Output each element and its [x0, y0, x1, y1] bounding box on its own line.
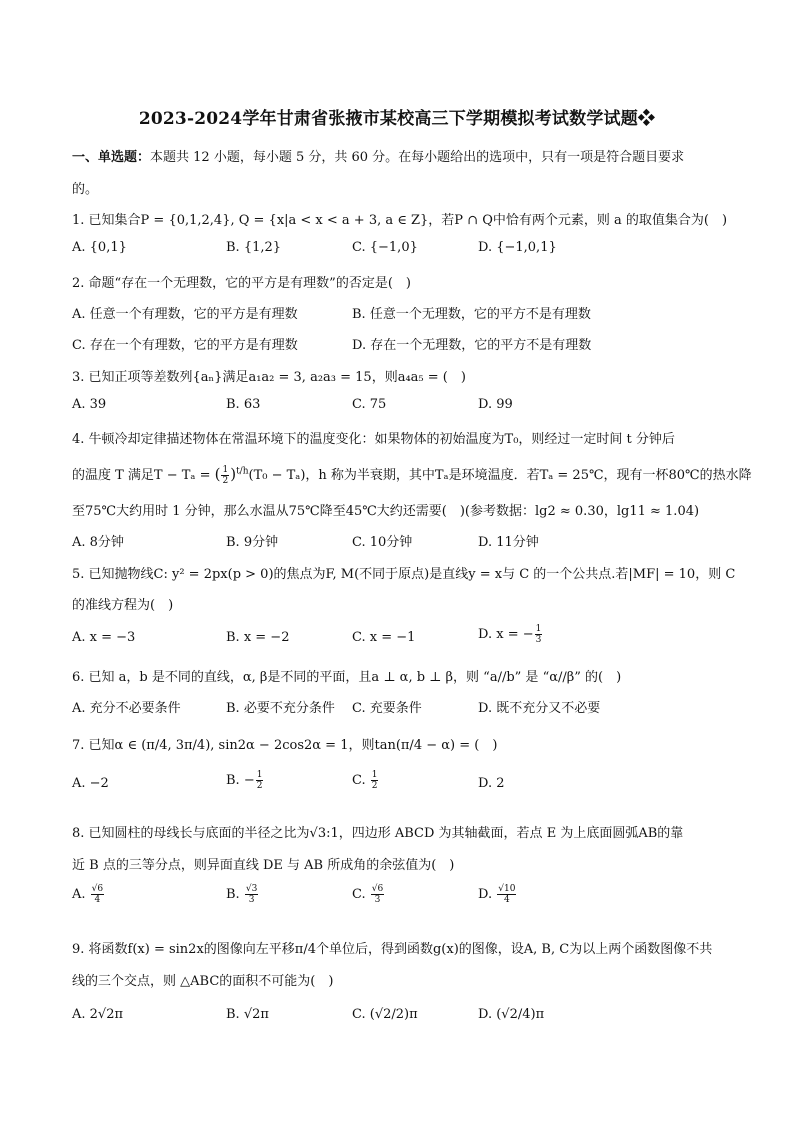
- q3-option-d[interactable]: D. 99: [478, 397, 513, 412]
- q7-option-c[interactable]: C. $\frac{1}{2}$: [352, 770, 378, 791]
- q7-option-a[interactable]: A. −2: [72, 776, 109, 791]
- section-label: 一、单选题：: [72, 150, 151, 165]
- q2-option-b[interactable]: B. 任意一个无理数，它的平方不是有理数: [352, 307, 591, 322]
- question-6: 6. 已知 a，b 是不同的直线，α, β是不同的平面，且a ⊥ α, b ⊥ β，则 “a//b” 是 “α//β” 的( ): [72, 670, 622, 685]
- question-7: 7. 已知α ∈ (π/4, 3π/4), sin2α − 2cos2α = 1，则tan(π/4 − α) = ( ): [72, 738, 498, 753]
- q4-option-b[interactable]: B. 9分钟: [226, 535, 279, 550]
- q7-option-d[interactable]: D. 2: [478, 776, 505, 791]
- question-4-line1: 4. 牛顿冷却定律描述物体在常温环境下的温度变化：如果物体的初始温度为T₀，则经过一定时间 t 分钟后: [72, 432, 675, 447]
- q2-option-d[interactable]: D. 存在一个无理数，它的平方不是有理数: [352, 338, 592, 353]
- q6-option-d[interactable]: D. 既不充分又不必要: [478, 701, 601, 716]
- q5-option-a[interactable]: A. x = −3: [72, 630, 136, 645]
- page-title: 2023-2024学年甘肃省张掖市某校高三下学期模拟考试数学试题❖: [138, 109, 656, 129]
- q7-option-b[interactable]: B. − $\frac{1}{2}$: [226, 770, 263, 791]
- q2-option-c[interactable]: C. 存在一个有理数，它的平方是有理数: [72, 338, 298, 353]
- section-header: [72, 146, 684, 165]
- q6-option-b[interactable]: B. 必要不充分条件: [226, 701, 335, 716]
- q8-option-a[interactable]: A. $\frac{√6}{4}$: [72, 884, 104, 905]
- q4-half-fraction: $\frac{1}{2}$: [222, 465, 229, 486]
- q4-formula-end: (T₀ − Tₐ)，h 称为半衰期，其中Tₐ是环境温度．若Tₐ = 25℃，现有一杯80℃的热水降: [248, 468, 752, 483]
- q2-option-a[interactable]: A. 任意一个有理数，它的平方是有理数: [72, 307, 298, 322]
- q4-formula-start: 的温度 T 满足T − Tₐ =: [72, 468, 215, 483]
- q5-option-d[interactable]: D. x = − $\frac{1}{3}$: [478, 624, 542, 645]
- section-desc: 本题共 12 小题，每小题 5 分，共 60 分。在每小题给出的选项中，只有一项是符合题目要求: [150, 150, 685, 165]
- q8-option-d[interactable]: D. $\frac{√10}{4}$: [478, 884, 516, 905]
- q3-option-c[interactable]: C. 75: [352, 397, 387, 412]
- q6-option-a[interactable]: A. 充分不必要条件: [72, 701, 181, 716]
- q8-option-c[interactable]: C. $\frac{√6}{3}$: [352, 884, 384, 905]
- q5-option-c[interactable]: C. x = −1: [352, 630, 416, 645]
- q6-option-c[interactable]: C. 充要条件: [352, 701, 422, 716]
- question-5-line2: 的准线方程为( ): [72, 598, 174, 613]
- q4-exponent: t/h: [236, 466, 249, 477]
- q3-option-b[interactable]: B. 63: [226, 397, 261, 412]
- q4-option-c[interactable]: C. 10分钟: [352, 535, 413, 550]
- q4-option-a[interactable]: A. 8分钟: [72, 535, 124, 550]
- q8-option-b[interactable]: B. $\frac{√3}{3}$: [226, 884, 258, 905]
- question-5-line1: 5. 已知抛物线C: y² = 2px(p > 0)的焦点为F, M(不同于原点)是直线y = x与 C 的一个公共点.若|MF| = 10，则 C: [72, 567, 736, 582]
- question-1: 1. 已知集合P = {0,1,2,4}, Q = {x|a < x < a + 3, a ∈ Z}，若P ∩ Q中恰有两个元素，则 a 的取值集合为( ): [72, 213, 728, 228]
- q4-option-d[interactable]: D. 11分钟: [478, 535, 539, 550]
- q5-option-b[interactable]: B. x = −2: [226, 630, 290, 645]
- q9-option-d[interactable]: D. (√2/4)π: [478, 1007, 545, 1022]
- q9-option-a[interactable]: A. 2√2π: [72, 1007, 124, 1022]
- q1-option-a[interactable]: A. {0,1}: [72, 240, 127, 255]
- q3-option-a[interactable]: A. 39: [72, 397, 107, 412]
- question-9-line1: 9. 将函数f(x) = sin2x的图像向左平移π/4个单位后，得到函数g(x)的图像，设A, B, C为以上两个函数图像不共: [72, 942, 713, 957]
- q1-option-c[interactable]: C. {−1,0}: [352, 240, 418, 255]
- question-8-line2: 近 B 点的三等分点，则异面直线 DE 与 AB 所成角的余弦值为( ): [72, 858, 455, 873]
- question-2: 2. 命题“存在一个无理数，它的平方是有理数”的否定是( ): [72, 276, 411, 291]
- question-4-line3: 至75℃大约用时 1 分钟，那么水温从75℃降至45℃大约还需要( )(参考数据：lg2 ≈ 0.30，lg11 ≈ 1.04): [72, 504, 700, 519]
- question-8-line1: 8. 已知圆柱的母线长与底面的半径之比为√3:1，四边形 ABCD 为其轴截面，若点 E 为上底面圆弧AB的靠: [72, 826, 684, 841]
- q1-option-b[interactable]: B. {1,2}: [226, 240, 282, 255]
- q1-option-d[interactable]: D. {−1,0,1}: [478, 240, 557, 255]
- q9-option-b[interactable]: B. √2π: [226, 1007, 269, 1022]
- question-4-line2: 的温度 T 满足T − Tₐ = ( $\frac{1}{2}$ )$^{t/h}$(T₀ − Tₐ)，h 称为半衰期，其中Tₐ是环境温度．若Tₐ = 25℃，现有一杯80℃的热水降: [72, 465, 752, 486]
- question-3: 3. 已知正项等差数列{aₙ}满足a₁a₂ = 3, a₂a₃ = 15，则a₄a₅ = ( ): [72, 370, 466, 385]
- question-9-line2: 线的三个交点，则 △ABC的面积不可能为( ): [72, 974, 334, 989]
- q9-option-c[interactable]: C. (√2/2)π: [352, 1007, 418, 1022]
- section-desc-cont: 的。: [72, 182, 99, 197]
